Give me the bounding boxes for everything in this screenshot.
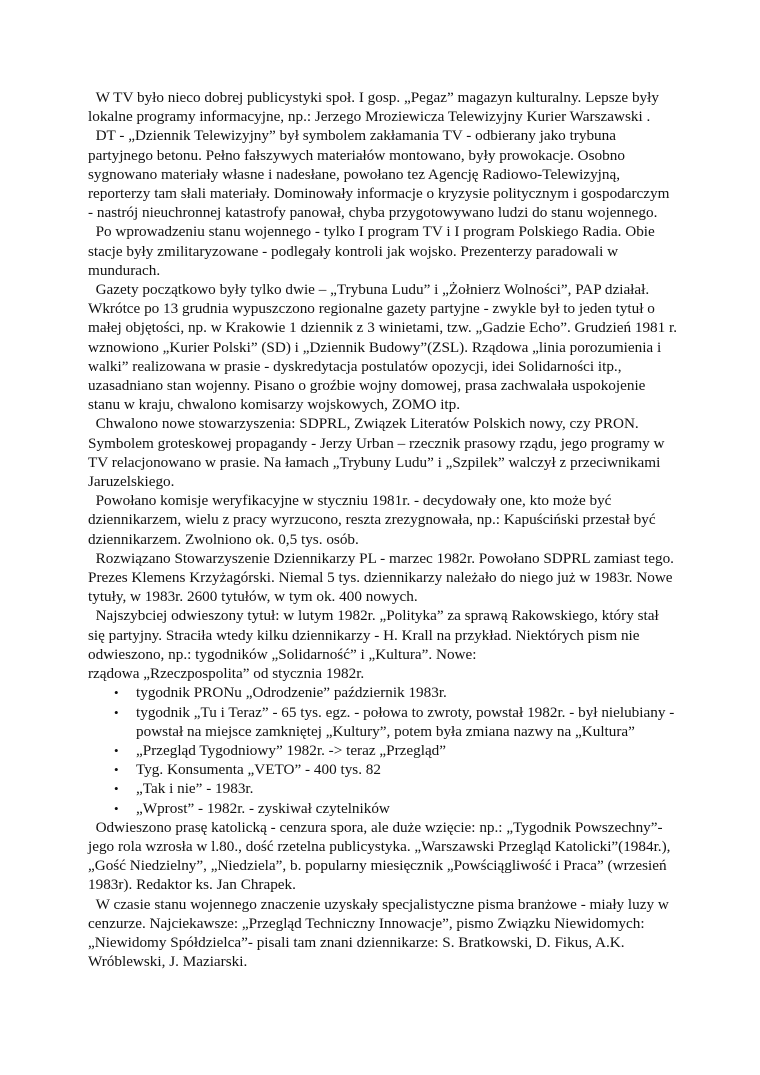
paragraph: Rozwiązano Stowarzyszenie Dziennikarzy PL - marzec 1982r. Powołano SDPRL zamiast tego. Prezes Klemens Krzyżagórski. Niemal 5 tys. dziennikarzy należało do niego już w 1983r. Nowe tytuły, w 1983r. 2600 tytułów, w tym ok. 400 nowych. (88, 549, 674, 606)
list-item (88, 799, 678, 818)
list-item (88, 741, 678, 760)
list-item (88, 779, 678, 798)
list-item-text: tygodnik „Tu i Teraz” - 65 tys. egz. - połowa to zwroty, powstał 1982r. - był nielubiany - powstał na miejsce zamkniętej „Kultury”, potem była zmiana nazwy na „Kultura” (136, 703, 675, 740)
paragraph: rządowa „Rzeczpospolita” od stycznia 1982r. (88, 665, 365, 683)
list-item (88, 760, 678, 779)
list-item (88, 703, 678, 741)
list-item-text: „Przegląd Tygodniowy” 1982r. -> teraz „Przegląd” (136, 741, 447, 759)
paragraph: Powołano komisje weryfikacyjne w styczniu 1981r. - decydowały one, kto może być dziennikarzem, wielu z pracy wyrzucono, reszta zrezygnowała, np.: Kapuściński przestał być dziennikarzem. Zwolniono ok. 0,5 tys. osób. (88, 492, 656, 548)
bullet-icon: • (114, 781, 119, 797)
list-item-text: „Wprost” - 1982r. - zyskiwał czytelników (136, 799, 390, 817)
bullet-list (88, 683, 678, 817)
list-item-text: „Tak i nie” - 1983r. (136, 780, 254, 798)
list-item (88, 683, 678, 702)
paragraph: Najszybciej odwieszony tytuł: w lutym 1982r. „Polityka” za sprawą Rakowskiego, który stał się partyjny. Straciła wtedy kilku dziennikarzy - H. Krall na przykład. Niektórych pism nie odwieszono, np.: tygodników „Solidarność” i „Kultura”. Nowe: (88, 607, 659, 663)
paragraph: W czasie stanu wojennego znaczenie uzyskały specjalistyczne pisma branżowe - miały luzy w cenzurze. Najciekawsze: „Przegląd Techniczny Innowacje”, pismo Związku Niewidomych: „Niewidomy Spółdzielca”- pisali tam znani dziennikarze: S. Bratkowski, D. Fikus, A.K. Wróblewski, J. Maziarski. (88, 895, 669, 971)
bullet-icon: • (114, 704, 119, 720)
bullet-icon: • (114, 800, 119, 816)
paragraph: Chwalono nowe stowarzyszenia: SDPRL, Związek Literatów Polskich nowy, czy PRON. Symbolem groteskowej propagandy - Jerzy Urban – rzecznik prasowy rządu, jego programy w TV relacjonowano w prasie. Na łamach „Trybuny Ludu” i „Szpilek” walczył z przeciwnikami Jaruzelskiego. (88, 415, 665, 491)
bullet-icon: • (114, 685, 119, 701)
paragraph: Po wprowadzeniu stanu wojennego - tylko I program TV i I program Polskiego Radia. Obie stacje były zmilitaryzowane - podlegały kontroli jak wojsko. Prezenterzy paradowali w mundurach. (88, 223, 655, 279)
document-page (88, 88, 678, 971)
list-item-text: Tyg. Konsumenta „VETO” - 400 tys. 82 (136, 761, 381, 779)
bullet-icon: • (114, 742, 119, 758)
list-item-text: tygodnik PRONu „Odrodzenie” październik 1983r. (136, 684, 447, 702)
paragraph: Odwieszono prasę katolicką - cenzura spora, ale duże wzięcie: np.: „Tygodnik Powszechny”- jego rola wzrosła w l.80., dość rzetelna publicystyka. „Warszawski Przegląd Katolicki”(1984r.), „Gość Niedzielny”, „Niedziela”, b. popularny miesięcznik „Powściągliwość i Praca” (wrzesień 1983r). Redaktor ks. Jan Chrapek. (88, 818, 671, 894)
paragraph: DT - „Dziennik Telewizyjny” był symbolem zakłamania TV - odbierany jako trybuna partyjnego betonu. Pełno fałszywych materiałów montowano, były prowokacje. Osobno sygnowano materiały własne i nadesłane, powołano tez Agencję Radiowo-Telewizyjną, reporterzy tam słali materiały. Dominowały informacje o kryzysie politycznym i gospodarczym - nastrój nieuchronnej katastrofy panował, chyba przygotowywano ludzi do stanu wojennego. (88, 127, 670, 222)
bullet-icon: • (114, 762, 119, 778)
paragraph: W TV było nieco dobrej publicystyki społ. I gosp. „Pegaz” magazyn kulturalny. Lepsze były lokalne programy informacyjne, np.: Jerzego Mroziewicza Telewizyjny Kurier Warszawski . (88, 89, 659, 126)
paragraph: Gazety początkowo były tylko dwie – „Trybuna Ludu” i „Żołnierz Wolności”, PAP działał. Wkrótce po 13 grudnia wypuszczono regionalne gazety partyjne - zwykle był to jeden tytuł o małej objętości, np. w Krakowie 1 dziennik z 3 winietami, tzw. „Gadzie Echo”. Grudzień 1981 r. wznowiono „Kurier Polski” (SD) i „Dziennik Budowy”(ZSL). Rządowa „linia porozumienia i walki” realizowana w prasie - dyskredytacja postulatów opozycji, idei Solidarności itp., uzasadniano stan wojenny. Pisano o groźbie wojny domowej, prasa zachwalała uspokojenie stanu w kraju, chwalono komisarzy wojskowych, ZOMO itp. (88, 281, 678, 414)
